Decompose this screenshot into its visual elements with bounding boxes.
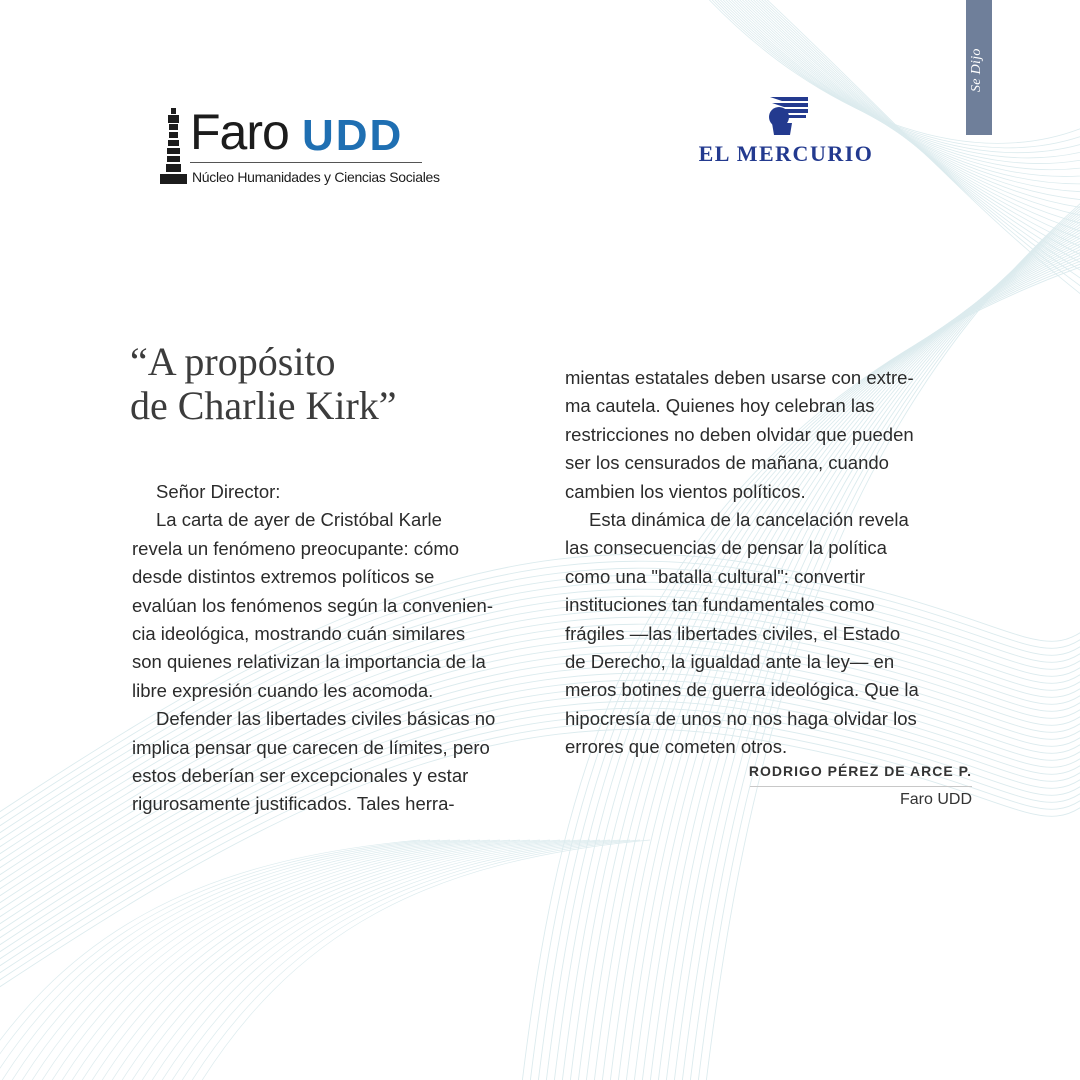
salutation: Señor Director:	[156, 481, 281, 502]
author-affiliation: Faro UDD	[899, 791, 972, 808]
udd-mark	[302, 112, 424, 156]
lighthouse-icon	[160, 108, 188, 188]
text-line: libre expresión cuando les acomoda.	[132, 679, 434, 701]
text-line: implica pensar que carecen de límites, pero	[132, 736, 490, 758]
text-line: cia ideológica, mostrando cuán similares	[132, 623, 466, 645]
el-mercurio-name: EL MERCURIO	[698, 141, 874, 166]
text-line: revela un fenómeno preocupante: cómo	[132, 537, 460, 559]
faro-subtitle: Núcleo Humanidades y Ciencias Sociales	[192, 169, 440, 185]
text-line: La carta de ayer de Cristóbal Karle	[156, 509, 442, 531]
text-line: desde distintos extremos políticos se	[132, 566, 435, 588]
el-mercurio-logo	[674, 95, 904, 170]
section-tab	[966, 0, 992, 135]
text-line: las consecuencias de pensar la política	[565, 537, 887, 559]
text-line: meros botines de guerra ideológica. Que la	[565, 679, 919, 701]
headline-line-1: “A propósito	[130, 339, 336, 384]
text-line: errores que cometen otros.	[565, 736, 788, 758]
faro-udd-logo	[160, 104, 440, 188]
signature-rule	[750, 786, 972, 787]
text-line: como una "batalla cultural": convertir	[565, 565, 866, 587]
udd-text: UDD	[302, 112, 404, 156]
section-tab-label: Se Dijo	[969, 48, 984, 92]
text-line: rigurosamente justificados. Tales herra-	[132, 793, 455, 815]
headline-line-2: de Charlie Kirk”	[130, 383, 397, 428]
text-line: son quienes relativizan la importancia de la	[132, 651, 486, 673]
text-line: mientas estatales deben usarse con extre-	[565, 367, 914, 388]
mercury-head-icon	[762, 95, 812, 137]
letter-headline	[130, 340, 397, 428]
text-line: de Derecho, la igualdad ante la ley— en	[565, 651, 895, 673]
text-line: frágiles —las libertades civiles, el Estado	[565, 622, 901, 644]
text-line: hipocresía de unos no nos haga olvidar los	[565, 707, 917, 729]
logo-divider	[190, 162, 422, 163]
text-line: restricciones no deben olvidar que pueden	[565, 423, 914, 445]
text-line: ma cautela. Quienes hoy celebran las	[565, 395, 875, 417]
author-signature: RODRIGO PÉREZ DE ARCE P.	[748, 763, 972, 779]
text-line: Defender las libertades civiles básicas no	[156, 708, 496, 730]
text-line: ser los censurados de mañana, cuando	[565, 452, 889, 474]
text-line: evalúan los fenómenos según la convenien-	[132, 594, 493, 616]
letter-column-left	[132, 478, 544, 819]
text-line: Esta dinámica de la cancelación revela	[589, 509, 909, 531]
text-line: estos deberían ser excepcionales y estar	[132, 765, 469, 787]
text-line: cambien los vientos políticos.	[565, 480, 806, 502]
letter-column-right	[565, 364, 975, 762]
text-line: instituciones tan fundamentales como	[565, 594, 875, 616]
faro-wordmark: Faro	[190, 104, 289, 160]
